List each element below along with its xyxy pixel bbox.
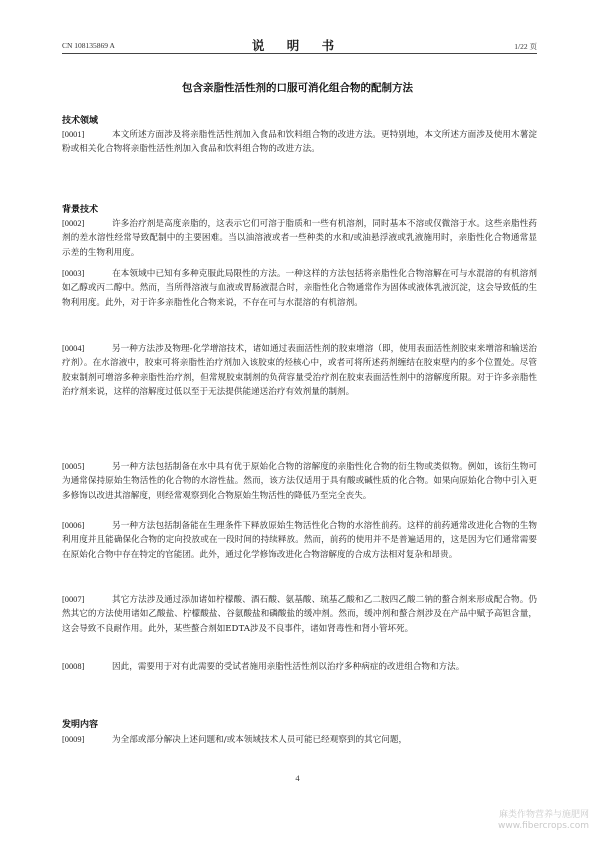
page-number: 4 <box>295 773 300 783</box>
paragraph-number: [0002] <box>62 219 85 228</box>
paragraph-number: [0006] <box>62 521 85 530</box>
header-rule <box>62 53 537 54</box>
paragraph-text: 许多治疗剂是高度亲脂的，这表示它们可溶于脂质和一些有机溶剂，同时基本不溶或仅微溶于水。这些亲脂性药剂的差水溶性经常导致配制中的主要困难。当以油溶液或者一些种类的水和/或油悬浮液或乳液施用时，亲脂性化合物通常显示差的生物利用度。 <box>62 219 537 258</box>
paragraph-text: 因此，需要用于对有此需要的受试者施用亲脂性活性剂以治疗多种病症的改进组合物和方法。 <box>112 662 465 672</box>
watermark <box>498 810 589 832</box>
paragraph-0001 <box>62 128 537 157</box>
paragraph-text: 另一种方法包括制备能在生理条件下释放原始生物活性化合物的水溶性前药。这样的前药通常改进化合物的生物利用度并且能确保化合物的定向投放或在一段时间的持续释放。然而，前药的使用并不是普遍适用的，这是因为它们通常需要在原始化合物中存在特定的官能团。此外，通过化学修饰改进化合物溶解度的合成方法相对复杂和昂贵。 <box>62 521 537 560</box>
page-info: 1/22 页 <box>514 42 537 51</box>
section-heading-invention: 发明内容 <box>62 720 99 730</box>
paragraph-number: [0007] <box>62 595 85 604</box>
paragraph-0006 <box>62 519 537 562</box>
paragraph-number: [0001] <box>62 130 85 139</box>
paragraph-0008 <box>62 660 537 674</box>
paragraph-number: [0003] <box>62 269 85 278</box>
watermark-cn: 麻类作物营养与施肥网 <box>498 810 589 820</box>
paragraph-number: [0009] <box>62 735 85 744</box>
paragraph-number: [0005] <box>62 462 85 471</box>
paragraph-text: 本文所述方面涉及将亲脂性活性剂加入食品和饮料组合物的改进方法。更特别地，本文所述方面涉及使用木薯淀粉或相关化合物将亲脂性活性剂加入食品和饮料组合物的改进方法。 <box>62 130 537 155</box>
document-type: 说 明 书 <box>251 38 344 53</box>
section-heading-tech-field: 技术领域 <box>62 116 99 126</box>
paragraph-text: 另一种方法包括制备在水中具有优于原始化合物的溶解度的亲脂性化合物的衍生物或类似物。例如，该衍生物可为通常保持原始生物活性的化合物的水溶性盐。然而，该方法仅适用于具有酸或碱性质的化合物。如果向原始化合物中引入更多修饰以改进其溶解度，则经常观察到化合物原始生物活性的降低乃至完全丧失。 <box>62 462 537 501</box>
document-title: 包含亲脂性活性剂的口服可消化组合物的配制方法 <box>182 82 413 94</box>
paragraph-text: 其它方法涉及通过添加诸如柠檬酸、酒石酸、氨基酸、琉基乙酸和乙二胺四乙酸二钠的螯合剂来形成配合物。仍然其它的方法使用诸如乙酸盐、柠檬酸盐、谷氨酸盐和磷酸盐的缓冲剂。然而，缓冲剂和螯合剂涉及在产品中赋予高钽含量，这会导致不良耐作用。此外，某些螯合剂如EDTA涉及不良事件，诸如肾毒性和肾小管坏死。 <box>62 595 537 634</box>
paragraph-0005 <box>62 460 537 503</box>
patent-number: CN 108135869 A <box>62 41 115 50</box>
section-heading-background: 背景技术 <box>62 205 99 215</box>
paragraph-0002 <box>62 217 537 260</box>
watermark-url: www.fibercrops.com <box>498 821 589 831</box>
paragraph-0003 <box>62 267 537 310</box>
paragraph-number: [0008] <box>62 662 85 671</box>
paragraph-text: 在本领域中已知有多种克服此局限性的方法。一种这样的方法包括将亲脂性化合物溶解在可与水混溶的有机溶剂如乙醇或丙二醇中。然而，当所得溶液与血液或胃肠液混合时，亲脂性化合物通常作为固体或液体乳液沉淀，这会导致低的生物利用度。此外，对于许多亲脂性化合物来说，不存在可与水混溶的有机溶剂。 <box>62 269 537 308</box>
paragraph-0007 <box>62 593 537 636</box>
paragraph-0004 <box>62 342 537 400</box>
paragraph-number: [0004] <box>62 344 85 353</box>
paragraph-text: 为全部或部分解决上述问题和/或本领域技术人员可能已经观察到的其它问题， <box>112 735 408 745</box>
paragraph-0009 <box>62 733 537 747</box>
paragraph-text: 另一种方法涉及物理-化学增溶技术，诸如通过表面活性剂的胶束增溶（即，使用表面活性剂胶束来增溶和输送治疗剂）。在水溶液中，胶束可将亲脂性治疗剂加入该胶束的烃核心中，或者可将所述药剂缠结在胶束壁内的多个位置处。尽管胶束制剂可增溶多种亲脂性治疗剂，但常规胶束制剂的负荷容量受治疗剂在胶束表面活性剂中的溶解度所限。对于许多亲脂性治疗剂来说，这样的溶解度过低以至于无法提供能递送治疗有效剂量的制剂。 <box>62 344 537 398</box>
